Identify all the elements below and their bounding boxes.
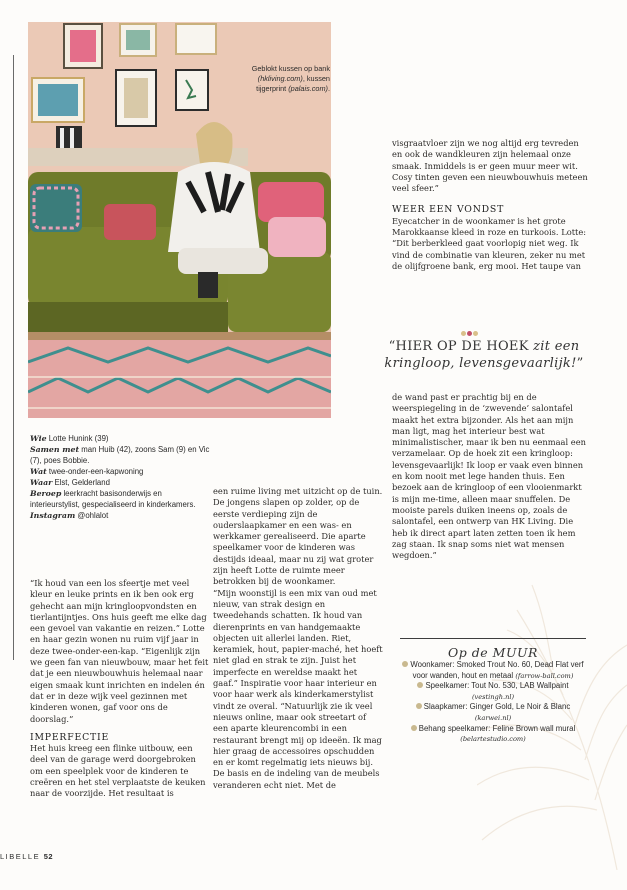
wall-colors-box: [400, 638, 586, 745]
photo-caption: [250, 64, 330, 94]
fact-row: Samen met man Huib (42), zoons Sam (9) en Vic (7), poes Bobbie.: [30, 445, 210, 465]
bullet-icon: [417, 682, 423, 688]
list-item: Slaapkamer: Ginger Gold, Le Noir & Blanc (karwei.nl): [400, 702, 586, 723]
fact-row: Beroep leerkracht basisonderwijs en interieurstylist, gespecialiseerd in kinderkamers.: [30, 489, 196, 509]
page-number: 52: [43, 852, 54, 861]
body-paragraph: visgraatvloer zijn we nog altijd erg tevreden en ook de wandkleuren zijn helemaal onze smaak. Inmiddels is er geen muur meer wit. Cosy tinten geven een nieuwbouwhuis meteen veel sfeer.”: [392, 138, 588, 194]
box-title: Op de MUUR: [448, 645, 538, 660]
profile-facts: [30, 433, 210, 521]
intro-paragraph: “Ik houd van een los sfeertje met veel kleur en leuke prints en ik ben ook erg gehecht aan mijn kringloopvondsten en tierlantijntjes. Ons huis geeft me elke dag een gevoel van vakantie en reizen.” Lotte en haar gezin wonen nu ruim vijf jaar in deze twee-onder-een-kap. “Eigenlijk zijn we geen fan van nieuwbouw, maar het feit dat je een nieuwbouwhuis helemaal naar eigen smaak kunt inrichten en indelen én dat er in deze wijk veel gezinnen met kinderen wonen, gaf voor ons de doorslag.”: [30, 578, 209, 724]
left-margin-rule: [13, 55, 14, 660]
magazine-name: LIBELLE: [0, 852, 41, 861]
fact-row: Instagram @ohlalot: [30, 511, 109, 520]
bullet-icon: [411, 725, 417, 731]
article-column-3-bottom: [392, 392, 588, 561]
fact-row: Wie Lotte Hunink (39): [30, 434, 109, 443]
body-paragraph: “Mijn woonstijl is een mix van oud met nieuw, van strak design en tweedehands schatten. Ik houd van dierenprints en van handgemaakte objecten uit allerlei landen. Riet, keramiek, hout, papier-maché, het hoeft niet glad en strak te zijn. Juist het imperfecte en wereldse maakt het gaaf.” Inspiratie voor haar interieur en voor haar werk als kinderkamerstylist vindt ze overal. “Natuurlijk zie ik veel nieuws online, maar ook streetart of een aparte kleurencombi in een restaurant brengt mij op ideeën. Ik mag hier graag de accessoires opschudden en er komt regelmatig iets nieuws bij. De basis en de indeling van de meubels veranderen echt niet. Met de: [213, 587, 383, 790]
body-paragraph: de wand past er prachtig bij en de weerspiegeling in de ‘zwevende’ salontafel maakt het extra bijzonder. Als het aan mijn man ligt, mag het interieur best wat minimalistischer, maar ik ben nu eenmaal een verzamelaar. Op de hoek zit een kringloop: levensgevaarlijk! Ik loop er vaak even binnen en kom nooit met lege handen thuis. Een bezoek aan de kringloop of een vlooienmarkt is mijn me-time, alleen maar snuffelen. De mooiste parels duiken ineens op, zoals de salontafel, een ontwerp van HK Living. Die heb ik direct apart laten zetten toen ik hem zag staan. Ik snap soms niet wat mensen wegdoen.”: [392, 392, 586, 561]
article-column-3-top: [392, 138, 588, 272]
caption-end: .: [327, 84, 330, 93]
article-column-2: [213, 486, 383, 791]
page-footer: [0, 852, 53, 861]
body-paragraph: een ruime living met uitzicht op de tuin. De jongens slapen op zolder, op de eerste verdieping zijn de ouderslaapkamer en een was- en werkkamer gerealiseerd. Die aparte speelkamer voor de kinderen was destijds ideaal, maar nu zij wat groter zijn heeft Lotte de ruimte meer betrokken bij de woonkamer.: [213, 486, 383, 587]
fact-row: Wat twee-onder-een-kapwoning: [30, 467, 144, 476]
quote-dots-icon: [461, 330, 479, 338]
caption-source-2: (palais.com): [288, 84, 328, 93]
list-item: Behang speelkamer: Feline Brown wall mural (belartestudio.com): [400, 724, 586, 745]
body-paragraph: Eyecatcher in de woonkamer is het grote Marokkaanse kleed in roze en turkoois. Lotte: “Dit berberkleed gaat voorlopig niet weg. Ik vind de combinatie van kleuren, zeker nu met de olijfgroene bank, erg mooi. Het taupe van: [392, 215, 587, 271]
list-item: Woonkamer: Smoked Trout No. 60, Dead Flat verf voor wanden, hout en metaal (farrow-ball.com): [400, 660, 586, 681]
section-heading: WEER EEN VONDST: [392, 204, 505, 216]
body-paragraph: Het huis kreeg een flinke uitbouw, een deel van de garage werd doorgebroken om een speelplek voor de kinderen te creëren en het stel verplaatste de keuken naar de voorzijde. Het resultaat is: [30, 743, 206, 799]
caption-text-2: , kussen tijgerprint: [256, 74, 330, 93]
caption-source: (hkliving.com): [257, 74, 303, 83]
bullet-icon: [416, 703, 422, 709]
list-item: Speelkamer: Tout No. 530, LAB Wallpaint (vestingh.nl): [400, 681, 586, 702]
caption-text: Geblokt kussen op bank: [251, 64, 330, 73]
article-column-1: [30, 578, 210, 800]
bullet-icon: [402, 661, 408, 667]
pull-quote: “HIER OP DE HOEK zit een kringloop, levensgevaarlijk!”: [384, 339, 584, 371]
section-heading: IMPERFECTIE: [30, 731, 110, 743]
fact-row: Waar Elst, Gelderland: [30, 478, 110, 487]
